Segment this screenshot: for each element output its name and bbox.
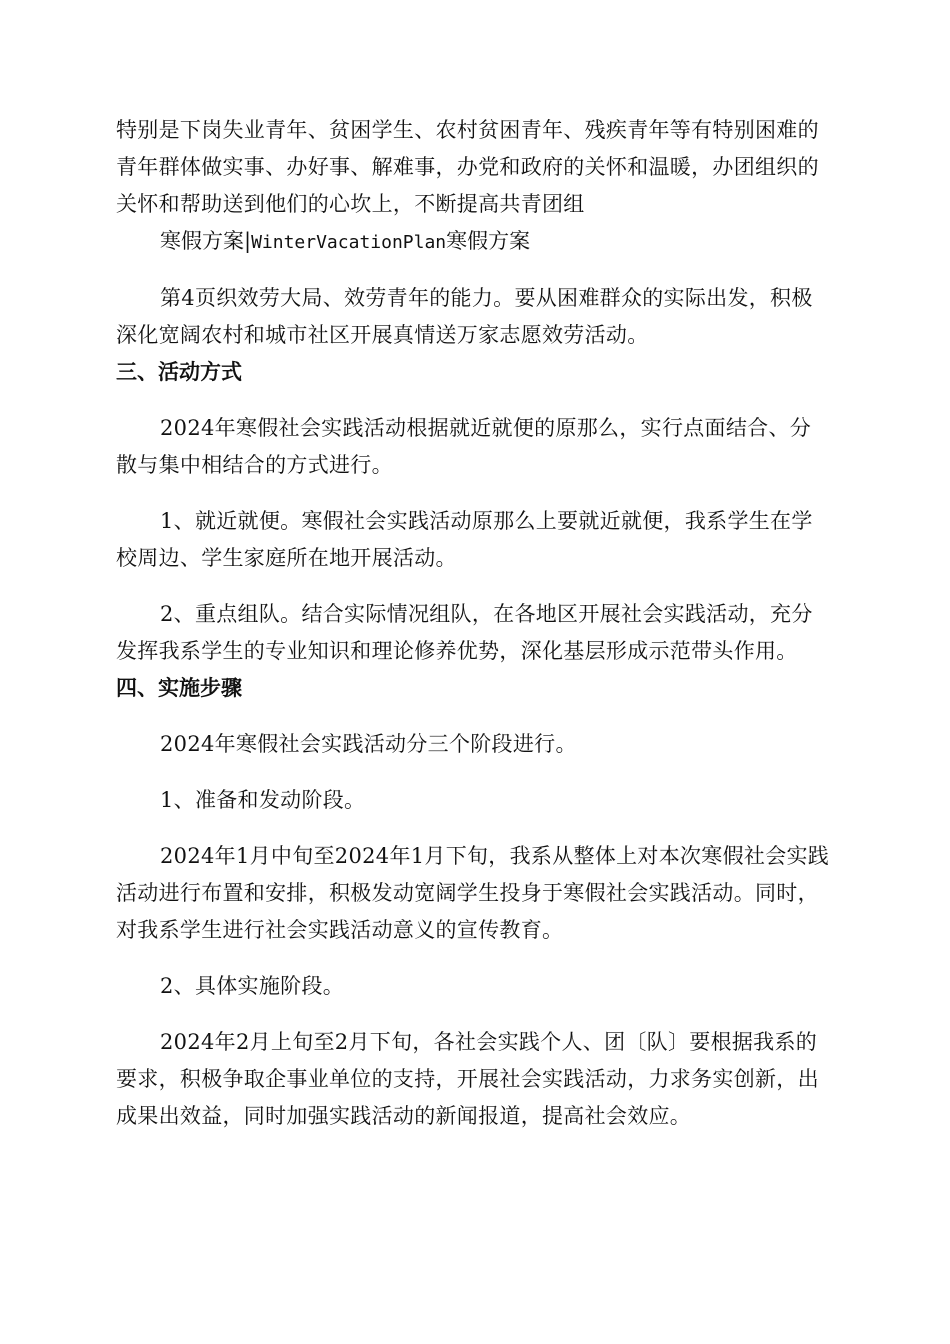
running-header-english: WinterVacationPlan — [251, 232, 447, 253]
paragraph-stage-1-title: 1、准备和发动阶段。 — [160, 788, 366, 812]
running-header-left: 寒假方案| — [160, 229, 252, 253]
running-header-right: 寒假方案 — [446, 229, 531, 253]
paragraph-key-teams: 2、重点组队。结合实际情况组队，在各地区开展社会实践活动，充分发挥我系学生的专业知识和理论修养优势，深化基层形成示范带头作用。 — [116, 602, 813, 663]
section-heading-implementation: 四、实施步骤 — [116, 676, 242, 700]
paragraph-stage-2-body: 2024年2月上旬至2月下旬，各社会实践个人、团〔队〕要根据我系的要求，积极争取企事业单位的支持，开展社会实践活动，力求务实创新，出成果出效益，同时加强实践活动的新闻报道，提高社会效应。 — [116, 1030, 819, 1128]
paragraph-three-stages: 2024年寒假社会实践活动分三个阶段进行。 — [160, 732, 577, 756]
paragraph-stage-1-body: 2024年1月中旬至2024年1月下旬，我系从整体上对本次寒假社会实践活动进行布置和安排，积极发动宽阔学生投身于寒假社会实践活动。同时，对我系学生进行社会实践活动意义的宣传教育。 — [116, 844, 830, 942]
paragraph-activity-intro: 2024年寒假社会实践活动根据就近就便的原那么，实行点面结合、分散与集中相结合的方式进行。 — [116, 416, 812, 477]
paragraph-continuation: 特别是下岗失业青年、贫困学生、农村贫困青年、残疾青年等有特别困难的青年群体做实事、办好事、解难事，办党和政府的关怀和温暖，办团组织的关怀和帮助送到他们的心坎上，不断提高共青团组 — [116, 118, 819, 216]
paragraph-page4: 第4页织效劳大局、效劳青年的能力。要从困难群众的实际出发，积极深化宽阔农村和城市社区开展真情送万家志愿效劳活动。 — [116, 286, 813, 347]
paragraph-stage-2-title: 2、具体实施阶段。 — [160, 974, 345, 998]
running-header — [116, 223, 832, 261]
paragraph-nearby: 1、就近就便。寒假社会实践活动原那么上要就近就便，我系学生在学校周边、学生家庭所在地开展活动。 — [116, 509, 813, 570]
section-heading-activity-mode: 三、活动方式 — [116, 360, 242, 384]
document-body — [116, 112, 832, 1135]
